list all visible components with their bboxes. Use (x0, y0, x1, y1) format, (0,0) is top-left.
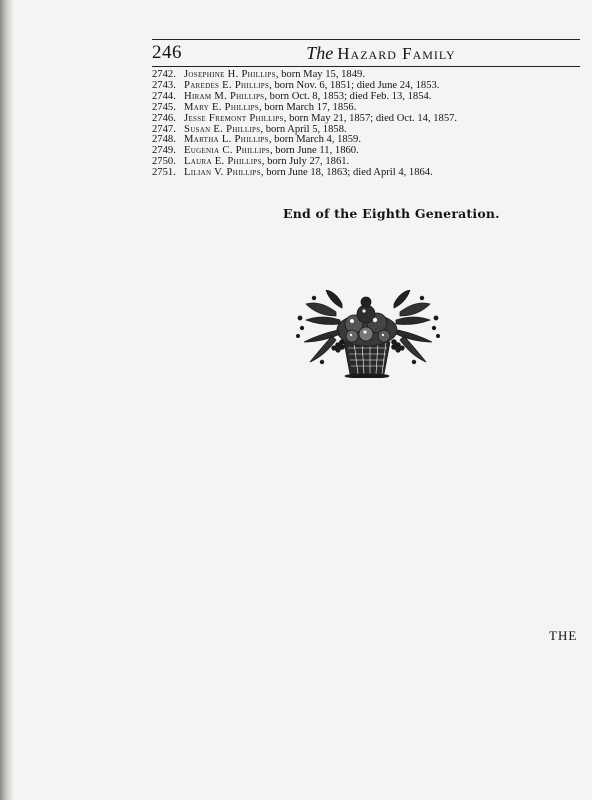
entry-name: Paredes E. Phillips (184, 79, 270, 91)
entry-details: , born Nov. 6, 1851; died June 24, 1853. (269, 79, 440, 91)
genealogy-entry-list (152, 70, 582, 179)
entry-number: 2748. (152, 134, 176, 146)
entry-details: , born March 4, 1859. (268, 134, 361, 146)
entry-details: , born April 5, 1858. (260, 123, 347, 135)
entry-details: , born June 11, 1860. (269, 145, 359, 157)
entry-number: 2749. (152, 145, 176, 157)
flower-basket-icon (292, 290, 444, 378)
entry-name: Mary E. Phillips (184, 101, 259, 113)
entry-name: Lilian V. Phillips (184, 167, 261, 179)
running-title-family: Hazard Family (337, 44, 456, 63)
entry-name: Hiram M. Phillips (184, 90, 265, 102)
entry-name: Laura E. Phillips (184, 156, 262, 168)
entry-name: Susan E. Phillips (184, 123, 261, 135)
entry-number: 2751. (152, 167, 176, 179)
entry-number: 2744. (152, 90, 176, 102)
header-rule-bottom (152, 66, 580, 67)
running-title (152, 43, 580, 64)
entry-number: 2750. (152, 156, 176, 168)
entry-details: , born March 17, 1856. (258, 101, 357, 113)
entry-name: Jesse Fremont Phillips (184, 112, 284, 124)
entry-details: , born May 15, 1849. (275, 69, 365, 80)
page-gutter-shadow (0, 0, 14, 800)
entry-details: , born Oct. 8, 1853; died Feb. 13, 1854. (264, 90, 432, 102)
page-header (152, 42, 580, 66)
entry-details: , born May 21, 1857; died Oct. 14, 1857. (283, 112, 458, 124)
entry-number: 2746. (152, 112, 176, 124)
entry-name: Martha L. Phillips (184, 134, 269, 146)
entry-number: 2745. (152, 101, 176, 113)
entry-details: , born July 27, 1861. (261, 156, 350, 168)
entry-name: Josephine H. Phillips (184, 69, 276, 80)
entry-number: 2743. (152, 79, 176, 91)
catchword: THE (549, 628, 578, 643)
header-rule-top (152, 39, 580, 40)
entry-2751 (152, 168, 582, 179)
entry-details: , born June 18, 1863; died April 4, 1864. (260, 167, 433, 179)
entry-name: Eugenia C. Phillips (184, 145, 270, 157)
running-title-article: The (306, 43, 334, 63)
page-number: 246 (152, 42, 182, 63)
generation-end-note: End of the Eighth Generation. (283, 206, 500, 221)
entry-number: 2747. (152, 123, 176, 135)
entry-number: 2742. (152, 69, 176, 80)
